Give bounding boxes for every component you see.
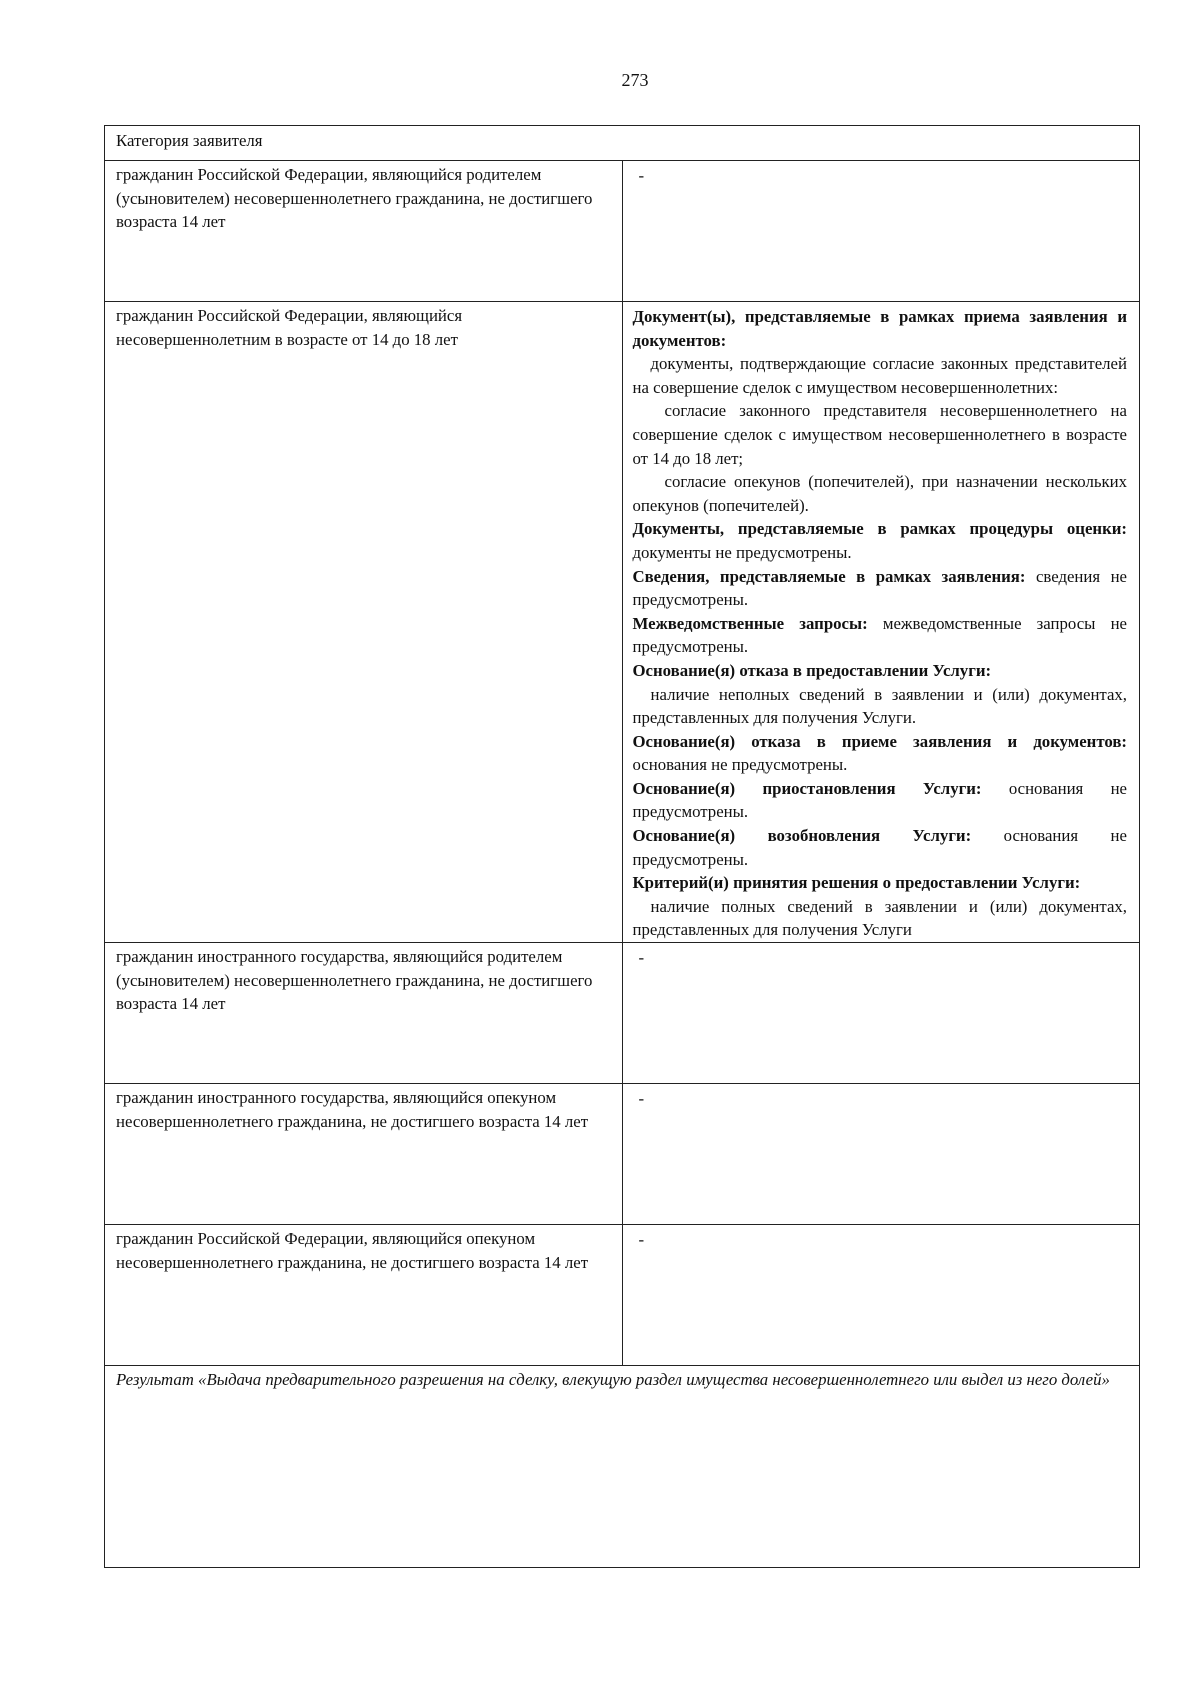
result-text: Результат «Выдача предварительного разрешения на сделку, влекущую раздел имущества несовершеннолетнего или выдел из него долей»: [105, 1366, 1140, 1568]
resume-text: основания не предусмотрены.: [632, 826, 1127, 869]
value-cell: [622, 1084, 1140, 1225]
resume-title: Основание(я) возобновления Услуги:: [632, 826, 972, 846]
table-row: [105, 302, 1140, 943]
info-title: Сведения, представляемые в рамках заявления:: [632, 566, 1026, 586]
category-cell: гражданин Российской Федерации, являющийся родителем (усыновителем) несовершеннолетнего гражданина, не достигшего возраста 14 лет: [105, 161, 623, 302]
table-row: [105, 161, 1140, 302]
eval-text: документы не предусмотрены.: [632, 542, 852, 562]
category-cell: гражданин Российской Федерации, являющийся несовершеннолетним в возрасте от 14 до 18 лет: [105, 302, 623, 943]
docs-subitem: согласие законного представителя несовершеннолетнего на совершение сделок с имуществом несовершеннолетнего в возрасте от 14 до 18 лет;: [632, 401, 1127, 468]
criteria-title: Критерий(и) принятия решения о предоставлении Услуги:: [632, 873, 1081, 893]
interagency-title: Межведомственные запросы:: [632, 613, 868, 633]
empty-value: -: [638, 948, 645, 968]
applicant-category-table: [104, 125, 1140, 1568]
category-cell: гражданин иностранного государства, являющийся опекуном несовершеннолетнего гражданина, не достигшего возраста 14 лет: [105, 1084, 623, 1225]
value-cell: [622, 1225, 1140, 1366]
empty-value: -: [638, 1089, 645, 1109]
page-number: 273: [621, 70, 649, 90]
table-header-row: [105, 126, 1140, 161]
criteria-text: наличие полных сведений в заявлении и (или) документах, представленных для получения Услуги: [632, 896, 1127, 940]
empty-value: -: [638, 1230, 645, 1250]
value-cell: [622, 943, 1140, 1084]
suspend-title: Основание(я) приостановления Услуги:: [632, 778, 982, 798]
table-row: [105, 943, 1140, 1084]
result-row: [105, 1366, 1140, 1568]
suspend-text: основания не предусмотрены.: [632, 778, 1128, 822]
interagency-text: межведомственные запросы не предусмотрены.: [632, 613, 1127, 657]
info-text: сведения не предусмотрены.: [632, 566, 1128, 610]
table-row: [105, 1084, 1140, 1225]
docs-title: Документ(ы), представляемые в рамках приема заявления и документов:: [632, 307, 1127, 350]
refusal-accept-title: Основание(я) отказа в приеме заявления и документов:: [632, 731, 1127, 751]
empty-value: -: [638, 166, 645, 185]
docs-subitem: согласие опекунов (попечителей), при назначении нескольких опекунов (попечителей).: [632, 472, 1127, 515]
category-cell: гражданин Российской Федерации, являющийся опекуном несовершеннолетнего гражданина, не достигшего возраста 14 лет: [105, 1225, 623, 1366]
value-cell: [622, 161, 1140, 302]
table-row: [105, 1225, 1140, 1366]
eval-title: Документы, представляемые в рамках процедуры оценки:: [632, 519, 1127, 539]
refusal-accept-text: основания не предусмотрены.: [632, 755, 848, 775]
docs-item: документы, подтверждающие согласие законных представителей на совершение сделок с имуществом несовершеннолетних:: [632, 354, 1127, 397]
details-cell: [622, 302, 1140, 943]
table-header: Категория заявителя: [105, 126, 1140, 161]
refusal-service-text: наличие неполных сведений в заявлении и (или) документах, представленных для получения Услуги.: [632, 684, 1127, 728]
category-cell: гражданин иностранного государства, являющийся родителем (усыновителем) несовершеннолетнего гражданина, не достигшего возраста 14 лет: [105, 943, 623, 1084]
refusal-service-title: Основание(я) отказа в предоставлении Услуги:: [632, 660, 992, 680]
